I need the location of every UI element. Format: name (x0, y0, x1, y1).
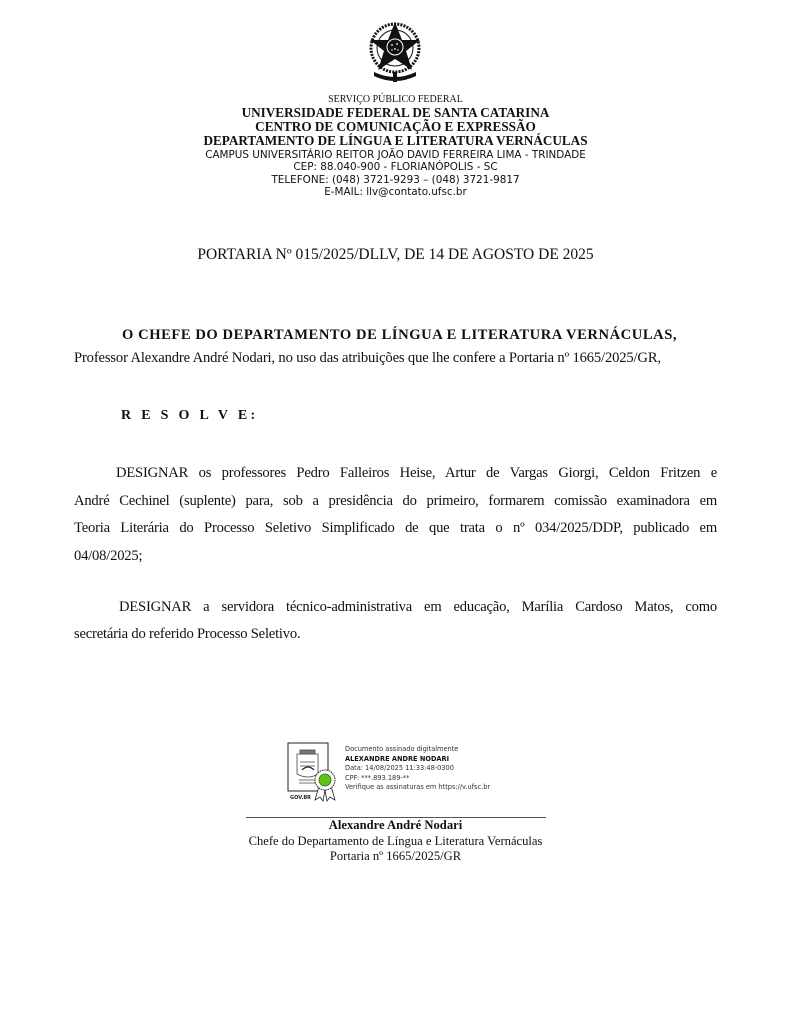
signature-heading: Documento assinado digitalmente (345, 745, 459, 753)
signatory-role: Chefe do Departamento de Língua e Literatura Vernáculas (248, 833, 543, 848)
govbr-label: GOV.BR (290, 795, 312, 801)
signer-cpf: CPF: ***.893.189-** (345, 773, 410, 782)
service-label: SERVIÇO PÚBLICO FEDERAL (328, 94, 463, 105)
center-name: CENTRO DE COMUNICAÇÃO E EXPRESSÃO (255, 119, 536, 135)
campus-address: CAMPUS UNIVERSITÁRIO REITOR JOÃO DAVID FERREIRA LIMA - TRINDADE (205, 148, 586, 161)
paragraph-line: DESIGNAR os professores Pedro Falleiros Heise, Artur de Vargas Giorgi, Celdon Fritzen e (116, 465, 717, 481)
email-address: E-MAIL: llv@contato.ufsc.br (324, 186, 467, 199)
preamble-paragraph (74, 325, 717, 371)
preamble-text: Professor Alexandre André Nodari, no uso das atribuições que lhe confere a Portaria nº 1665/2025/GR, (74, 350, 661, 366)
signature-date: Data: 14/08/2025 11:33:48-0300 (345, 764, 454, 773)
designation-paragraph-1 (74, 460, 717, 570)
paragraph-line: DESIGNAR a servidora técnico-administrativa em educação, Marília Cardoso Matos, como (119, 599, 717, 615)
cep-address: CEP: 88.040-900 - FLORIANÓPOLIS - SC (293, 161, 498, 174)
designation-paragraph-2 (74, 594, 717, 648)
document-title: PORTARIA Nº 015/2025/DLLV, DE 14 DE AGOSTO DE 2025 (197, 246, 594, 263)
digital-signature-info (345, 745, 490, 793)
department-name: DEPARTAMENTO DE LÍNGUA E LITERATURA VERNÁCULAS (203, 133, 588, 149)
signer-name: ALEXANDRE ANDRE NODARI (345, 754, 450, 763)
phone-numbers: TELEFONE: (048) 3721-9293 – (048) 3721-9817 (271, 173, 520, 186)
signatory-portaria: Portaria nº 1665/2025/GR (329, 849, 462, 864)
paragraph-line: secretária do referido Processo Seletivo. (74, 626, 301, 642)
resolve-heading: R E S O L V E: (121, 408, 259, 423)
govbr-signature-stamp-icon (287, 742, 343, 802)
preamble-heading: O CHEFE DO DEPARTAMENTO DE LÍNGUA E LITERATURA VERNÁCULAS, (122, 327, 678, 343)
paragraph-line: André Cechinel (suplente) para, sob a presidência do primeiro, formarem comissão examinadora em (74, 492, 717, 509)
signatory-name: Alexandre André Nodari (328, 818, 463, 832)
verify-link[interactable]: Verifique as assinaturas em https://v.ufsc.br (345, 783, 491, 792)
signature-block (0, 818, 791, 865)
paragraph-line: Teoria Literária do Processo Seletivo Simplificado de que trata o nº 034/2025/DDP, publicado em (74, 520, 717, 536)
letterhead (0, 94, 791, 199)
brazil-coat-of-arms-icon (362, 18, 428, 88)
paragraph-line: 04/08/2025; (74, 547, 143, 564)
university-name: UNIVERSIDADE FEDERAL DE SANTA CATARINA (241, 105, 550, 120)
